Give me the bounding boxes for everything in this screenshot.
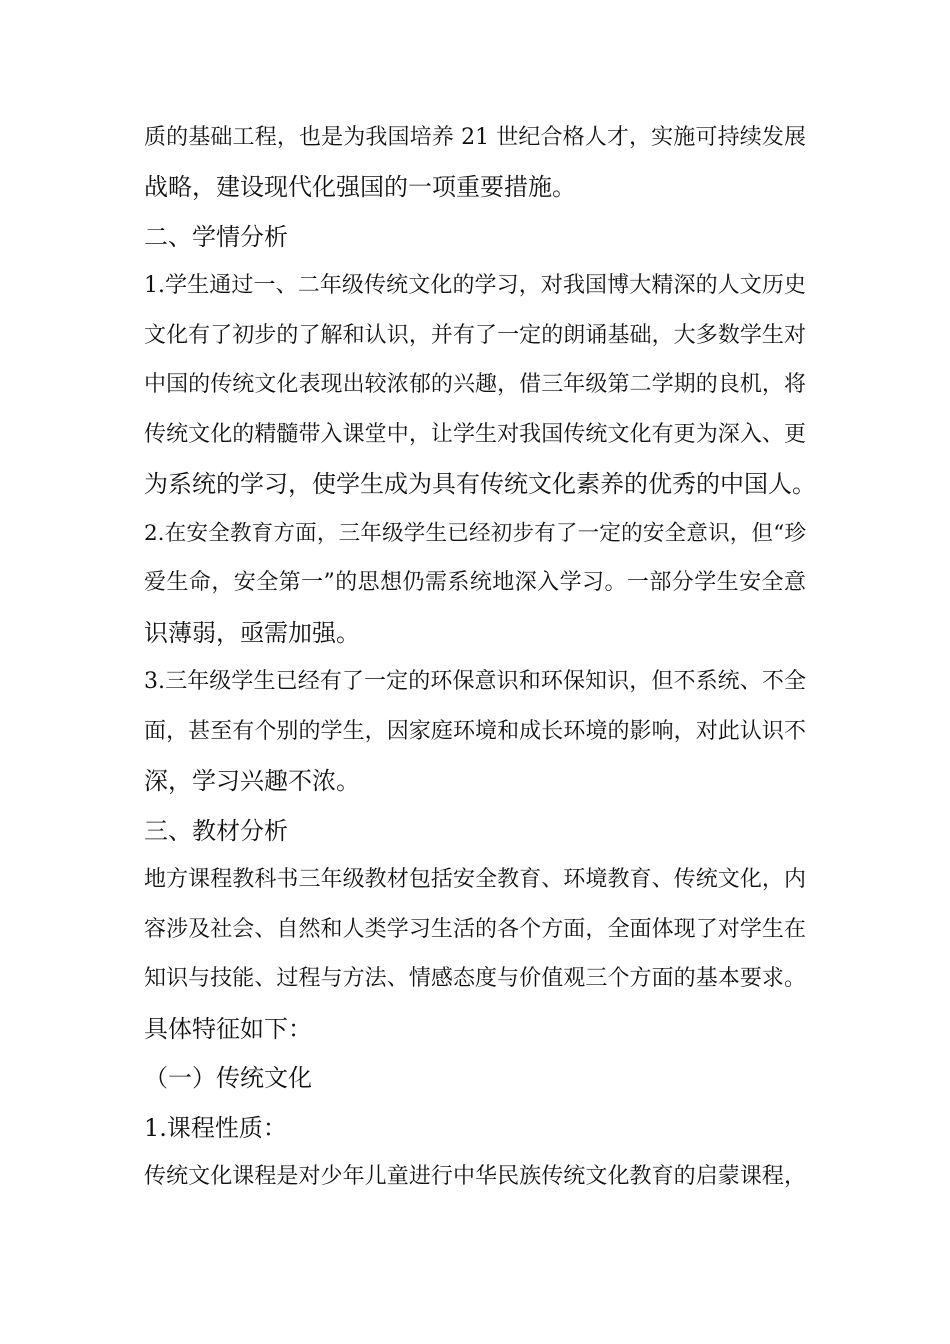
- paragraph-line: 1.学生通过一、二年级传统文化的学习，对我国博大精深的人文历史: [144, 273, 806, 298]
- paragraph-line: 文化有了初步的了解和认识，并有了一定的朗诵基础，大多数学生对: [144, 323, 806, 348]
- paragraph-line: 传统文化课程是对少年儿童进行中华民族传统文化教育的启蒙课程，: [144, 1164, 806, 1189]
- paragraph-line: 知识与技能、过程与方法、情感态度与价值观三个方面的基本要求。: [144, 966, 806, 991]
- paragraph-line: 容涉及社会、自然和人类学习生活的各个方面，全面体现了对学生在: [144, 917, 806, 942]
- paragraph-line: 地方课程教科书三年级教材包括安全教育、环境教育、传统文化，内: [144, 867, 806, 892]
- paragraph-line: 2.在安全教育方面，三年级学生已经初步有了一定的安全意识，但“珍: [144, 521, 806, 546]
- paragraph-line: 面，甚至有个别的学生，因家庭环境和成长环境的影响，对此认识不: [144, 719, 806, 744]
- item-heading-course-nature: 1.课程性质：: [144, 1114, 287, 1142]
- paragraph-line: 深，学习兴趣不浓。: [144, 767, 360, 795]
- subsection-heading-traditional-culture: （一）传统文化: [144, 1064, 312, 1092]
- paragraph-line: 爱生命，安全第一”的思想仍需系统地深入学习。一部分学生安全意: [144, 570, 806, 595]
- paragraph-line: 为系统的学习，使学生成为具有传统文化素养的优秀的中国人。: [144, 470, 816, 498]
- paragraph-line: 传统文化的精髓带入课堂中，让学生对我国传统文化有更为深入、更: [144, 422, 806, 447]
- paragraph-line: 中国的传统文化表现出较浓郁的兴趣，借三年级第二学期的良机，将: [144, 372, 806, 397]
- paragraph-line: 识薄弱，亟需加强。: [144, 619, 360, 647]
- section-heading-textbook-analysis: 三、教材分析: [144, 817, 288, 845]
- paragraph-line: 具体特征如下：: [144, 1015, 312, 1043]
- section-heading-student-analysis: 二、学情分析: [144, 223, 288, 251]
- paragraph-line: 质的基础工程，也是为我国培养 21 世纪合格人才，实施可持续发展: [144, 125, 806, 150]
- paragraph-line: 战略，建设现代化强国的一项重要措施。: [144, 173, 576, 201]
- paragraph-line: 3.三年级学生已经有了一定的环保意识和环保知识，但不系统、不全: [144, 669, 806, 694]
